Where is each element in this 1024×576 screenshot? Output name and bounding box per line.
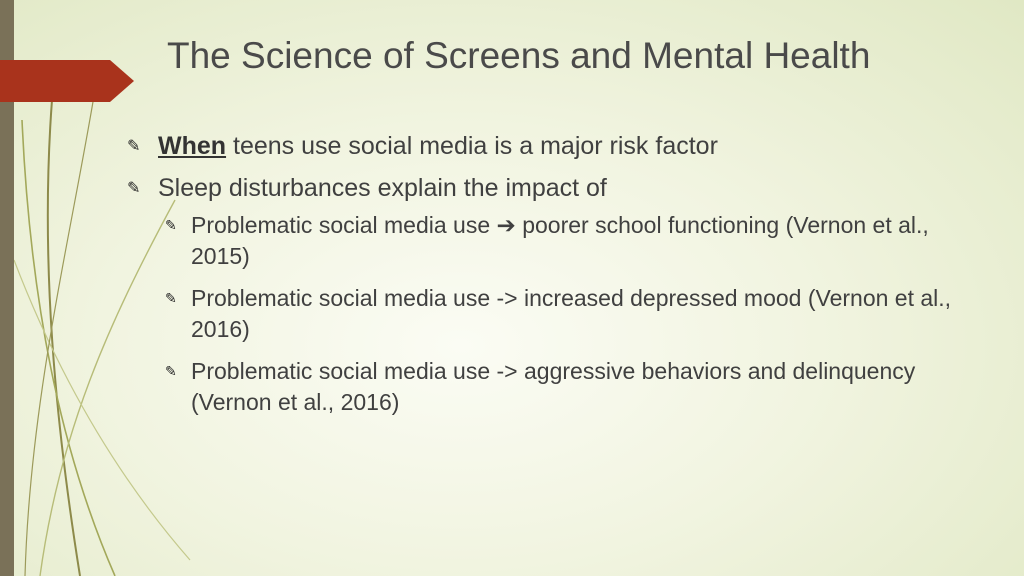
pointing-hand-icon: ✎: [127, 180, 141, 197]
sub-bullet-item: [127, 356, 977, 418]
right-arrow-icon: ➔: [496, 212, 516, 238]
pointing-hand-icon: ✎: [165, 363, 177, 379]
accent-arrow-shape: [0, 60, 134, 102]
sub-bullet-text: Problematic social media use -> aggressive behaviors and delinquency (Vernon et al., 2016): [191, 358, 916, 415]
pointing-hand-icon: ✎: [127, 138, 141, 155]
sub-bullet-text: Problematic social media use: [191, 212, 497, 238]
pointing-hand-icon: ✎: [165, 290, 177, 306]
decor-curve-2: [22, 120, 115, 576]
sub-bullet-text: Problematic social media use -> increased depressed mood (Vernon et al., 2016): [191, 285, 952, 342]
bullet-text: Sleep disturbances explain the impact of: [158, 174, 607, 202]
pointing-hand-icon: ✎: [165, 217, 177, 233]
bullet-item: [127, 128, 977, 164]
bullet-list: [127, 128, 977, 429]
bullet-item: [127, 170, 977, 206]
slide-title: The Science of Screens and Mental Health: [167, 35, 871, 76]
sub-bullet-item: [127, 283, 977, 345]
decor-curve-5: [25, 90, 95, 576]
bullet-text: teens use social media is a major risk factor: [226, 132, 718, 160]
sub-bullet-item: [127, 210, 977, 272]
sub-bullet-text: poorer school functioning (Vernon et al., 2015): [191, 212, 929, 269]
bullet-emphasis: When: [158, 132, 227, 160]
